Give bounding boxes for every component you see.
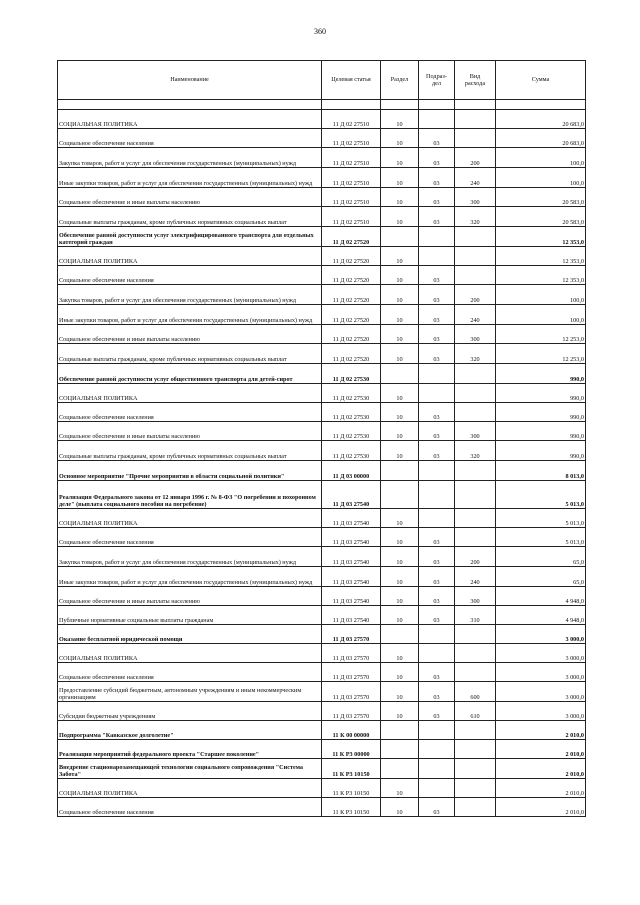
cell-amount: 20 683,0: [496, 129, 586, 148]
cell-subsection: [419, 721, 455, 740]
cell-expense-type: [455, 625, 496, 644]
cell-section: 10: [381, 682, 419, 702]
cell-subsection: [419, 644, 455, 663]
cell-expense-type: [455, 779, 496, 798]
cell-subsection: 03: [419, 422, 455, 441]
cell-name: СОЦИАЛЬНАЯ ПОЛИТИКА: [58, 644, 322, 663]
cell-subsection: [419, 364, 455, 384]
column-header-section: Раздел: [381, 61, 419, 100]
cell-name: Социальные выплаты гражданам, кроме публичных нормативных социальных выплат: [58, 207, 322, 227]
cell-amount: 100,0: [496, 148, 586, 168]
cell-target-code: 11 Д 02 27510: [322, 148, 381, 168]
cell-expense-type: 310: [455, 606, 496, 625]
cell-amount: 20 583,0: [496, 207, 586, 227]
cell-amount: 65,0: [496, 567, 586, 587]
cell-amount: 100,0: [496, 168, 586, 188]
cell-expense-type: 240: [455, 567, 496, 587]
table-row: [58, 188, 586, 207]
cell-target-code: 11 Д 03 27570: [322, 644, 381, 663]
table-row: [58, 779, 586, 798]
cell-amount: 12 253,0: [496, 344, 586, 364]
table-row: [58, 702, 586, 721]
cell-subsection: 03: [419, 344, 455, 364]
cell-name: Социальные выплаты гражданам, кроме публичных нормативных социальных выплат: [58, 344, 322, 364]
cell-target-code: 11 Д 03 27540: [322, 509, 381, 528]
cell-amount: 4 948,0: [496, 587, 586, 606]
table-row: [58, 325, 586, 344]
cell-target-code: 11 Д 02 27520: [322, 266, 381, 285]
cell-name: Социальное обеспечение населения: [58, 129, 322, 148]
table-row: [58, 759, 586, 779]
cell-name: Социальное обеспечение населения: [58, 528, 322, 547]
cell-section: 10: [381, 325, 419, 344]
cell-section: 10: [381, 344, 419, 364]
table-row: [58, 481, 586, 509]
cell-target-code: 11 Д 02 27520: [322, 344, 381, 364]
cell-target-code: 11 Д 02 27520: [322, 227, 381, 247]
cell-section: 10: [381, 509, 419, 528]
cell-section: 10: [381, 528, 419, 547]
cell-expense-type: [455, 461, 496, 481]
cell-expense-type: [455, 266, 496, 285]
cell-name: Реализация Федерального закона от 12 января 1996 г. № 8-ФЗ "О погребении и похоронном деле" (выплата социального пособия на погребение): [58, 481, 322, 509]
cell-name: Обеспечение равной доступности услуг электрифицированного транспорта для отдельных категорий граждан: [58, 227, 322, 247]
cell-expense-type: [455, 110, 496, 129]
cell-subsection: [419, 461, 455, 481]
cell-section: 10: [381, 567, 419, 587]
cell-target-code: 11 Д 03 27540: [322, 547, 381, 567]
table-row: [58, 247, 586, 266]
column-header-target: Целевая статья: [322, 61, 381, 100]
cell-expense-type: [455, 403, 496, 422]
cell-amount: 100,0: [496, 305, 586, 325]
cell-name: СОЦИАЛЬНАЯ ПОЛИТИКА: [58, 509, 322, 528]
cell-subsection: [419, 384, 455, 403]
cell-section: 10: [381, 168, 419, 188]
cell-target-code: 11 Д 03 27540: [322, 481, 381, 509]
cell-name: Социальное обеспечение и иные выплаты населению: [58, 422, 322, 441]
cell-subsection: 03: [419, 266, 455, 285]
cell-name: Основное мероприятие "Прочие мероприятия в области социальной политики": [58, 461, 322, 481]
cell-target-code: 11 Д 02 27520: [322, 247, 381, 266]
cell-expense-type: 200: [455, 148, 496, 168]
cell-target-code: 11 Д 02 27510: [322, 168, 381, 188]
cell-name: Иные закупки товаров, работ и услуг для обеспечения государственных (муниципальных) нужд: [58, 567, 322, 587]
cell-name: Иные закупки товаров, работ и услуг для обеспечения государственных (муниципальных) нужд: [58, 305, 322, 325]
cell-section: 10: [381, 188, 419, 207]
cell-subsection: 03: [419, 129, 455, 148]
cell-amount: 2 010,0: [496, 740, 586, 759]
cell-target-code: 11 Д 03 27570: [322, 663, 381, 682]
cell-name: Закупка товаров, работ и услуг для обеспечения государственных (муниципальных) нужд: [58, 547, 322, 567]
cell-section: 10: [381, 266, 419, 285]
cell-amount: 8 013,0: [496, 461, 586, 481]
cell-subsection: [419, 110, 455, 129]
cell-amount: 12 353,0: [496, 227, 586, 247]
cell-section: 10: [381, 110, 419, 129]
cell-name: Предоставление субсидий бюджетным, автономным учреждениям и иным некоммерческим организациям: [58, 682, 322, 702]
table-row: [58, 528, 586, 547]
table-row: [58, 227, 586, 247]
cell-name: Обеспечение равной доступности услуг общественного транспорта для детей-сирот: [58, 364, 322, 384]
cell-amount: 20 683,0: [496, 110, 586, 129]
cell-section: 10: [381, 384, 419, 403]
column-header-expense: Вид расхода: [455, 61, 496, 100]
cell-subsection: 03: [419, 663, 455, 682]
page-number: 360: [314, 27, 326, 36]
cell-name: Иные закупки товаров, работ и услуг для обеспечения государственных (муниципальных) нужд: [58, 168, 322, 188]
cell-name: СОЦИАЛЬНАЯ ПОЛИТИКА: [58, 247, 322, 266]
cell-section: [381, 461, 419, 481]
cell-section: 10: [381, 441, 419, 461]
table-row: [58, 148, 586, 168]
cell-amount: 990,0: [496, 441, 586, 461]
cell-name: Реализация мероприятий федерального проекта "Старшее поколение": [58, 740, 322, 759]
cell-amount: 3 000,0: [496, 663, 586, 682]
cell-section: 10: [381, 702, 419, 721]
cell-name: Социальное обеспечение и иные выплаты населению: [58, 587, 322, 606]
cell-amount: 65,0: [496, 547, 586, 567]
cell-name: СОЦИАЛЬНАЯ ПОЛИТИКА: [58, 384, 322, 403]
cell-amount: 990,0: [496, 422, 586, 441]
cell-target-code: 11 Д 03 27570: [322, 625, 381, 644]
table-row: [58, 285, 586, 305]
cell-expense-type: [455, 481, 496, 509]
table-row: [58, 740, 586, 759]
cell-name: Социальное обеспечение населения: [58, 403, 322, 422]
cell-target-code: 11 Д 02 27510: [322, 110, 381, 129]
cell-expense-type: [455, 528, 496, 547]
cell-target-code: 11 Д 03 27540: [322, 587, 381, 606]
cell-name: Внедрение стационарозамещающей технологии социального сопровождения "Система Забота": [58, 759, 322, 779]
table-row: [58, 364, 586, 384]
cell-subsection: 03: [419, 168, 455, 188]
cell-expense-type: 320: [455, 441, 496, 461]
cell-target-code: 11 Д 02 27520: [322, 285, 381, 305]
cell-section: [381, 227, 419, 247]
cell-target-code: 11 Д 03 27540: [322, 528, 381, 547]
cell-expense-type: 200: [455, 285, 496, 305]
cell-expense-type: [455, 364, 496, 384]
cell-name: Социальные выплаты гражданам, кроме публичных нормативных социальных выплат: [58, 441, 322, 461]
cell-amount: 100,0: [496, 285, 586, 305]
table-row: [58, 644, 586, 663]
table-row: [58, 567, 586, 587]
cell-expense-type: 200: [455, 547, 496, 567]
cell-target-code: 11 К 00 00000: [322, 721, 381, 740]
cell-expense-type: 300: [455, 188, 496, 207]
table-row: [58, 663, 586, 682]
cell-section: 10: [381, 207, 419, 227]
cell-target-code: 11 К Р3 00000: [322, 740, 381, 759]
cell-amount: 5 013,0: [496, 528, 586, 547]
cell-expense-type: 300: [455, 587, 496, 606]
table-row: [58, 266, 586, 285]
table-row: [58, 587, 586, 606]
table-row: [58, 384, 586, 403]
cell-expense-type: 300: [455, 325, 496, 344]
cell-section: 10: [381, 422, 419, 441]
cell-amount: 2 010,0: [496, 779, 586, 798]
cell-expense-type: [455, 759, 496, 779]
cell-section: 10: [381, 403, 419, 422]
cell-subsection: [419, 509, 455, 528]
cell-amount: 2 010,0: [496, 798, 586, 817]
cell-amount: 3 000,0: [496, 644, 586, 663]
table-row: [58, 547, 586, 567]
cell-section: 10: [381, 547, 419, 567]
cell-amount: 4 948,0: [496, 606, 586, 625]
table-row: [58, 305, 586, 325]
cell-section: [381, 759, 419, 779]
cell-amount: 990,0: [496, 403, 586, 422]
cell-subsection: [419, 247, 455, 266]
cell-target-code: 11 Д 03 00000: [322, 461, 381, 481]
cell-amount: 990,0: [496, 384, 586, 403]
cell-expense-type: [455, 247, 496, 266]
cell-expense-type: [455, 227, 496, 247]
cell-expense-type: [455, 740, 496, 759]
cell-target-code: 11 К Р3 10150: [322, 798, 381, 817]
table-row: [58, 441, 586, 461]
table-row: [58, 110, 586, 129]
cell-amount: 3 000,0: [496, 682, 586, 702]
spacer-row: [58, 100, 586, 110]
cell-name: Социальное обеспечение населения: [58, 266, 322, 285]
cell-amount: 2 010,0: [496, 759, 586, 779]
cell-amount: 5 013,0: [496, 481, 586, 509]
cell-subsection: [419, 740, 455, 759]
cell-subsection: 03: [419, 528, 455, 547]
cell-expense-type: [455, 509, 496, 528]
cell-section: 10: [381, 305, 419, 325]
cell-name: Оказание бесплатной юридической помощи: [58, 625, 322, 644]
cell-target-code: 11 Д 02 27510: [322, 207, 381, 227]
cell-target-code: 11 К Р3 10150: [322, 759, 381, 779]
cell-subsection: 03: [419, 587, 455, 606]
cell-section: [381, 364, 419, 384]
cell-name: Социальное обеспечение населения: [58, 798, 322, 817]
cell-expense-type: 320: [455, 207, 496, 227]
cell-target-code: 11 Д 03 27540: [322, 606, 381, 625]
column-header-subsection: Подраз- дел: [419, 61, 455, 100]
cell-target-code: 11 К Р3 10150: [322, 779, 381, 798]
cell-section: 10: [381, 148, 419, 168]
cell-expense-type: [455, 129, 496, 148]
cell-subsection: [419, 227, 455, 247]
cell-expense-type: 300: [455, 422, 496, 441]
cell-expense-type: [455, 644, 496, 663]
column-header-amount: Сумма: [496, 61, 586, 100]
cell-target-code: 11 Д 03 27570: [322, 682, 381, 702]
cell-expense-type: [455, 721, 496, 740]
cell-amount: 20 583,0: [496, 188, 586, 207]
cell-amount: 5 013,0: [496, 509, 586, 528]
cell-subsection: 03: [419, 188, 455, 207]
table-row: [58, 798, 586, 817]
cell-target-code: 11 Д 02 27520: [322, 305, 381, 325]
cell-expense-type: 240: [455, 305, 496, 325]
cell-name: Социальное обеспечение и иные выплаты населению: [58, 325, 322, 344]
cell-expense-type: 600: [455, 682, 496, 702]
cell-name: Социальное обеспечение и иные выплаты населению: [58, 188, 322, 207]
table-header-row: [58, 61, 586, 100]
cell-name: СОЦИАЛЬНАЯ ПОЛИТИКА: [58, 779, 322, 798]
cell-subsection: 03: [419, 702, 455, 721]
cell-subsection: [419, 481, 455, 509]
cell-subsection: 03: [419, 305, 455, 325]
cell-name: Закупка товаров, работ и услуг для обеспечения государственных (муниципальных) нужд: [58, 148, 322, 168]
cell-subsection: 03: [419, 285, 455, 305]
cell-name: Публичные нормативные социальные выплаты гражданам: [58, 606, 322, 625]
cell-amount: 3 000,0: [496, 625, 586, 644]
cell-subsection: [419, 759, 455, 779]
cell-target-code: 11 Д 02 27530: [322, 403, 381, 422]
cell-subsection: 03: [419, 325, 455, 344]
cell-subsection: [419, 625, 455, 644]
table-row: [58, 721, 586, 740]
cell-subsection: 03: [419, 798, 455, 817]
column-header-name: Наименование: [58, 61, 322, 100]
cell-section: [381, 481, 419, 509]
cell-section: 10: [381, 606, 419, 625]
cell-section: [381, 740, 419, 759]
cell-target-code: 11 Д 03 27570: [322, 702, 381, 721]
cell-name: Закупка товаров, работ и услуг для обеспечения государственных (муниципальных) нужд: [58, 285, 322, 305]
table-row: [58, 344, 586, 364]
cell-target-code: 11 Д 02 27530: [322, 441, 381, 461]
cell-name: Субсидии бюджетным учреждениям: [58, 702, 322, 721]
cell-subsection: 03: [419, 403, 455, 422]
cell-section: 10: [381, 285, 419, 305]
cell-subsection: 03: [419, 441, 455, 461]
cell-expense-type: 240: [455, 168, 496, 188]
cell-section: 10: [381, 644, 419, 663]
cell-subsection: 03: [419, 547, 455, 567]
table-row: [58, 403, 586, 422]
cell-expense-type: [455, 384, 496, 403]
cell-section: 10: [381, 663, 419, 682]
cell-subsection: [419, 779, 455, 798]
cell-target-code: 11 Д 02 27530: [322, 422, 381, 441]
table-body: [58, 100, 586, 817]
cell-target-code: 11 Д 02 27510: [322, 129, 381, 148]
table-row: [58, 129, 586, 148]
cell-name: Социальное обеспечение населения: [58, 663, 322, 682]
table-row: [58, 606, 586, 625]
cell-expense-type: 610: [455, 702, 496, 721]
cell-subsection: 03: [419, 567, 455, 587]
cell-target-code: 11 Д 03 27540: [322, 567, 381, 587]
cell-target-code: 11 Д 02 27520: [322, 325, 381, 344]
cell-section: 10: [381, 587, 419, 606]
cell-section: [381, 721, 419, 740]
cell-subsection: 03: [419, 207, 455, 227]
cell-section: 10: [381, 129, 419, 148]
budget-table: [57, 60, 586, 817]
cell-section: [381, 625, 419, 644]
cell-amount: 990,0: [496, 364, 586, 384]
cell-section: 10: [381, 798, 419, 817]
cell-expense-type: [455, 798, 496, 817]
cell-target-code: 11 Д 02 27530: [322, 364, 381, 384]
cell-target-code: 11 Д 02 27510: [322, 188, 381, 207]
cell-name: СОЦИАЛЬНАЯ ПОЛИТИКА: [58, 110, 322, 129]
cell-name: Подпрограмма "Кавказское долголетие": [58, 721, 322, 740]
cell-subsection: 03: [419, 682, 455, 702]
table-row: [58, 207, 586, 227]
table-row: [58, 168, 586, 188]
cell-expense-type: 320: [455, 344, 496, 364]
cell-amount: 12 353,0: [496, 266, 586, 285]
cell-target-code: 11 Д 02 27530: [322, 384, 381, 403]
cell-section: 10: [381, 779, 419, 798]
cell-amount: 2 010,0: [496, 721, 586, 740]
table-row: [58, 625, 586, 644]
cell-amount: 12 353,0: [496, 247, 586, 266]
table-row: [58, 682, 586, 702]
cell-expense-type: [455, 663, 496, 682]
table-row: [58, 509, 586, 528]
cell-subsection: 03: [419, 606, 455, 625]
cell-section: 10: [381, 247, 419, 266]
cell-subsection: 03: [419, 148, 455, 168]
cell-amount: 12 253,0: [496, 325, 586, 344]
table-row: [58, 422, 586, 441]
cell-amount: 3 000,0: [496, 702, 586, 721]
table-row: [58, 461, 586, 481]
